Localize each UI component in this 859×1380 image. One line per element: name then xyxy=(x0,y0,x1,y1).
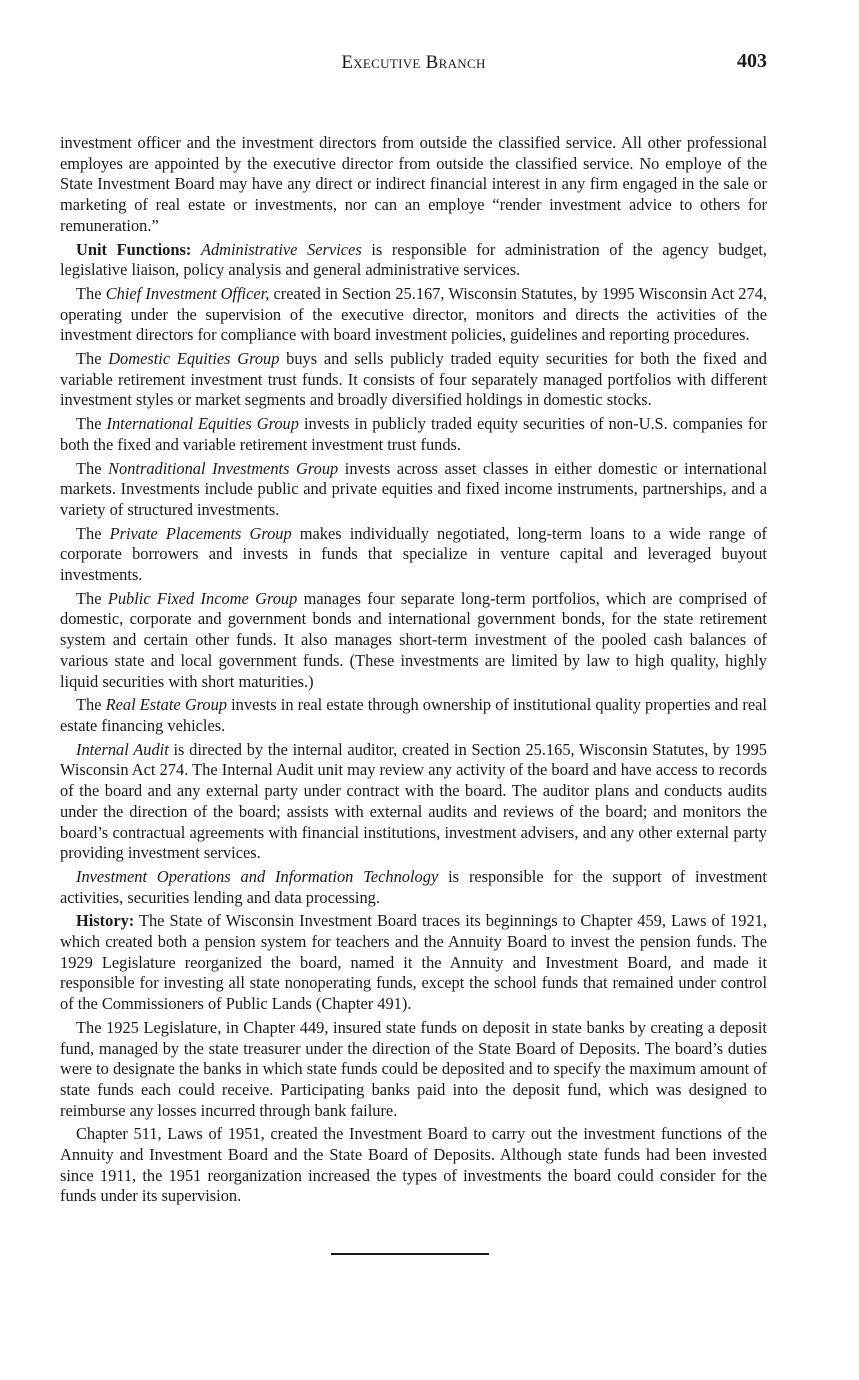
body-text xyxy=(60,133,767,1210)
paragraph-prefix: The xyxy=(76,414,107,434)
paragraph-text: Chapter 511, Laws of 1951, created the Investment Board to carry out the investment functions of the Annuity and Investment Board and the State Board of Deposits. Although state funds had been invested since 1911, the 1951 reorganization increased the types of investments the board could consider for the funds under its supervision. xyxy=(60,1124,767,1206)
unit-name: Chief Investment Officer, xyxy=(105,283,270,303)
unit-name: International Equities Group xyxy=(106,414,299,434)
running-head: Executive Branch xyxy=(341,52,486,73)
paragraph-text: invests in real estate through ownership of institutional quality properties and real estate financing vehicles. xyxy=(60,695,767,735)
paragraph-text: The State of Wisconsin Investment Board traces its beginnings to Chapter 459, Laws of 1921, which created both a pension system for teachers and the Annuity Board to invest the pension funds. The 1929 Legislature reorganized the board, named it the Annuity and Investment Board, and made it responsible for investing all state nonoperating funds, except the school funds that remained under control of the Commissioners of Public Lands (Chapter 491). xyxy=(60,911,767,1014)
paragraph-internal-audit xyxy=(60,740,767,864)
paragraph-nontraditional-investments xyxy=(60,459,767,521)
paragraph-text: investment officer and the investment directors from outside the classified service. All other professional employes are appointed by the executive director from outside the classified service. No employe of the State Investment Board may have any direct or indirect financial interest in any firm engaged in the sale or marketing of real estate or investments, nor can an employe “render investment advice to others for remuneration.” xyxy=(60,133,767,235)
section-end-rule xyxy=(331,1253,489,1255)
unit-name: Nontraditional Investments Group xyxy=(108,458,339,478)
paragraph-text: invests in publicly traded equity securities of non-U.S. companies for both the fixed and variable retirement investment trust funds. xyxy=(60,414,767,454)
unit-name: Administrative Services xyxy=(200,239,362,259)
page-number: 403 xyxy=(737,50,767,72)
paragraph-prefix: The xyxy=(76,588,108,608)
unit-name: Domestic Equities Group xyxy=(108,349,280,369)
paragraph-prefix: The xyxy=(76,458,109,478)
paragraph-prefix: The xyxy=(76,349,109,369)
paragraph-text: is responsible for administration of the agency budget, legislative liaison, policy analysis and general administrative services. xyxy=(60,239,767,280)
paragraph-text: makes individually negotiated, long-term loans to a wide range of corporate borrowers and invests in funds that specialize in venture capital and leveraged buyout investments. xyxy=(60,523,767,585)
paragraph-history xyxy=(60,911,767,1015)
unit-name: Private Placements Group xyxy=(109,523,292,543)
paragraph-private-placements xyxy=(60,524,767,586)
unit-name: Real Estate Group xyxy=(105,695,228,715)
paragraph-prefix: The xyxy=(76,283,106,303)
paragraph-text: is directed by the internal auditor, created in Section 25.165, Wisconsin Statutes, by 1995 Wisconsin Act 274. The Internal Audit unit may review any activity of the board and have access to records of the board and any external party under contract with the board. The auditor plans and conducts audits under the direction of the board; assists with external audits and reviews of the board; and monitors the board’s contractual agreements with financial institutions, investment advisers, and any other external party providing investment services. xyxy=(60,739,767,863)
paragraph-public-fixed-income xyxy=(60,589,767,693)
paragraph-text: invests across asset classes in either domestic or international markets. Investments include public and private equities and fixed income instruments, partnerships, and a variety of structured investments. xyxy=(60,458,767,519)
paragraph-investment-operations xyxy=(60,867,767,908)
paragraph-real-estate xyxy=(60,695,767,736)
paragraph-1925-legislature xyxy=(60,1018,767,1122)
paragraph-unit-functions xyxy=(60,240,767,281)
paragraph-text: is responsible for the support of investment activities, securities lending and data processing. xyxy=(60,866,767,907)
lead-heading: History: xyxy=(76,911,135,931)
page-header xyxy=(60,50,767,80)
paragraph-prefix: The xyxy=(76,523,110,543)
paragraph-text: manages four separate long-term portfolios, which are comprised of domestic, corporate and government bonds and international government bonds, for the state retirement system and certain other funds. It also manages short-term investment of the pooled cash balances of various state and local government funds. (These investments are limited by law to high quality, highly liquid securities with short maturities.) xyxy=(60,588,767,691)
lead-heading: Unit Functions: xyxy=(76,239,192,259)
paragraph-text: created in Section 25.167, Wisconsin Statutes, by 1995 Wisconsin Act 274, operating under the supervision of the executive director, monitors and directs the activities of the investment directors for compliance with board investment policies, guidelines and reporting procedures. xyxy=(60,283,767,345)
unit-name: Public Fixed Income Group xyxy=(107,588,298,608)
unit-name: Investment Operations and Information Technology xyxy=(76,866,439,886)
paragraph-text: The 1925 Legislature, in Chapter 449, insured state funds on deposit in state banks by creating a deposit fund, managed by the state treasurer under the direction of the State Board of Deposits. The board’s duties were to designate the banks in which state funds could be deposited and to specify the maximum amount of state funds each could receive. Participating banks paid into the deposit fund, which was designed to reimburse any losses incurred through bank failure. xyxy=(60,1017,767,1120)
paragraph-domestic-equities xyxy=(60,349,767,411)
paragraph-continuation xyxy=(60,133,767,237)
paragraph-chief-investment-officer xyxy=(60,284,767,346)
unit-name: Internal Audit xyxy=(76,739,169,759)
paragraph-international-equities xyxy=(60,414,767,455)
paragraph-prefix: The xyxy=(76,695,106,715)
paragraph-text: buys and sells publicly traded equity securities for both the fixed and variable retirement investment trust funds. It consists of four separately managed portfolios with different investment styles or market segments and broadly diversified holdings in domestic stocks. xyxy=(60,349,767,410)
paragraph-chapter-511 xyxy=(60,1124,767,1207)
